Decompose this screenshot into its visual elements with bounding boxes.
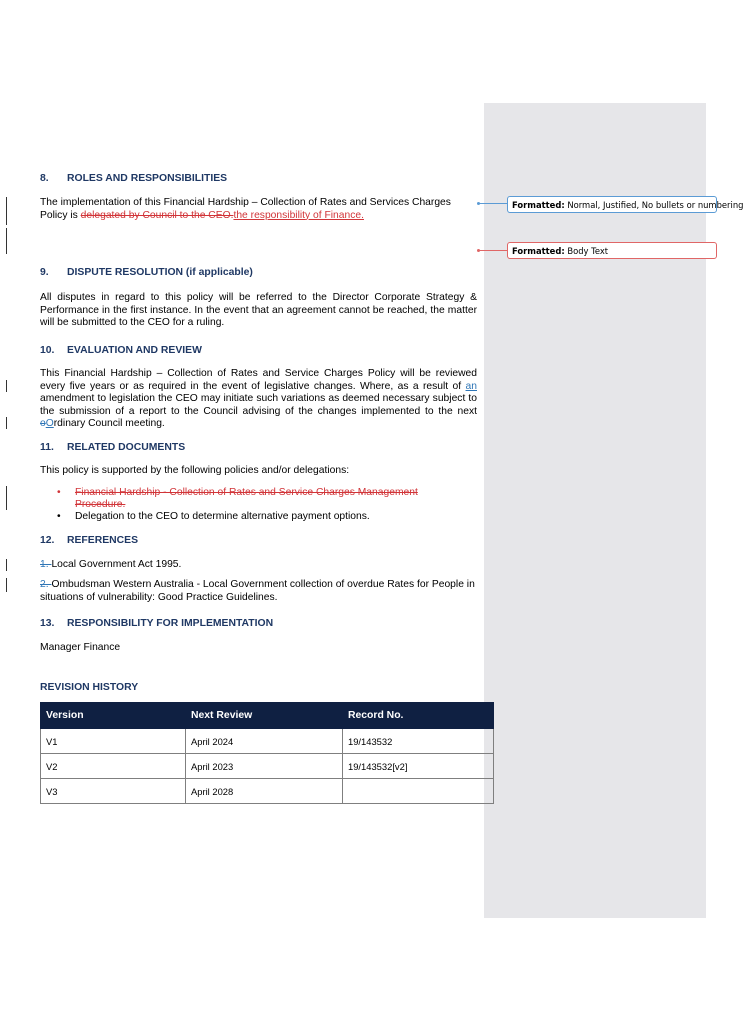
section-title: REFERENCES	[67, 535, 139, 546]
change-bar	[6, 197, 7, 225]
section-heading-related	[40, 442, 185, 453]
table-cell: April 2023	[186, 754, 343, 779]
section-title: DISPUTE RESOLUTION (if applicable)	[67, 267, 253, 278]
section-title: ROLES AND RESPONSIBILITIES	[67, 173, 228, 184]
deleted-text: delegated by Council to the CEO.	[80, 209, 234, 221]
section-title: EVALUATION AND REVIEW	[67, 345, 202, 356]
change-bar	[6, 559, 7, 571]
table-cell: V3	[41, 779, 186, 804]
section-title: RESPONSIBILITY FOR IMPLEMENTATION	[67, 618, 274, 629]
change-bar	[6, 228, 7, 254]
section-number: 9.	[40, 267, 49, 278]
deleted-number: 1.	[40, 559, 52, 570]
section-title: RELATED DOCUMENTS	[67, 442, 186, 453]
inserted-text: an	[465, 380, 477, 392]
comment-label: Formatted:	[512, 200, 565, 210]
table-header-row	[41, 703, 494, 729]
change-bar	[6, 486, 7, 510]
section-number: 13.	[40, 618, 55, 629]
roles-line-1: The implementation of this Financial Hardship – Collection of Rates and Services Charges	[40, 197, 451, 208]
roles-prefix: Policy is	[40, 209, 81, 221]
table-cell: V2	[41, 754, 186, 779]
section-number: 10.	[40, 345, 55, 356]
section-heading-dispute	[40, 267, 253, 278]
comment-leader-line	[478, 203, 507, 204]
section-heading-evaluation	[40, 345, 202, 356]
table-cell: V1	[41, 729, 186, 754]
change-bar	[6, 417, 7, 429]
revision-history-table	[40, 702, 494, 804]
markup-pane	[484, 103, 706, 918]
reference-item	[40, 559, 477, 572]
list-item	[57, 511, 477, 523]
table-cell: 19/143532	[343, 729, 494, 754]
table-cell: 19/143532[v2]	[343, 754, 494, 779]
column-header: Next Review	[186, 703, 343, 729]
roles-paragraph	[40, 197, 477, 222]
section-heading-roles	[40, 173, 227, 184]
dispute-paragraph: All disputes in regard to this policy will be referred to the Director Corporate Strategy & Performance in the first instance. In the event that an agreement cannot be reached, the matter will be submitted to the CEO for a ruling.	[40, 292, 477, 329]
format-comment-balloon[interactable]	[507, 196, 743, 213]
change-bar	[6, 380, 7, 392]
section-number: 12.	[40, 535, 55, 546]
revision-history-title: REVISION HISTORY	[40, 682, 139, 693]
section-heading-references	[40, 535, 138, 546]
evaluation-text: rdinary Council meeting.	[53, 418, 165, 430]
table-row	[41, 754, 494, 779]
format-comment-balloon[interactable]	[507, 242, 717, 259]
bullet-text: Delegation to the CEO to determine alternative payment options.	[75, 511, 370, 522]
column-header: Version	[41, 703, 186, 729]
list-item	[57, 487, 477, 511]
table-cell: April 2028	[186, 779, 343, 804]
implementation-text: Manager Finance	[40, 642, 121, 653]
bullet-text: Financial Hardship - Collection of Rates and Service Charges Management Procedure.	[75, 487, 418, 510]
bullet-glyph: •	[57, 511, 61, 522]
section-number: 8.	[40, 173, 49, 184]
deleted-number: 2.	[40, 579, 52, 590]
table-cell	[343, 779, 494, 804]
comment-anchor	[477, 202, 480, 205]
section-number: 11.	[40, 442, 54, 453]
evaluation-paragraph	[40, 368, 477, 431]
change-bar	[6, 578, 7, 592]
comment-text: Body Text	[564, 246, 609, 256]
comment-anchor	[477, 249, 480, 252]
comment-leader-line	[478, 250, 507, 251]
column-header: Record No.	[343, 703, 494, 729]
table-row	[41, 779, 494, 804]
bullet-glyph: •	[57, 487, 61, 498]
evaluation-text: amendment to legislation the CEO may initiate such variations as deemed necessary subject to the submission of a report to the Council advising of the changes implemented to the next	[40, 393, 477, 417]
table-cell: April 2024	[186, 729, 343, 754]
reference-item	[40, 579, 477, 604]
evaluation-text: This Financial Hardship – Collection of Rates and Service Charges Policy will be reviewed every five years or as required in the event of legislative changes. Where, as a result of	[40, 368, 477, 392]
inserted-text: the responsibility of Finance.	[233, 209, 364, 221]
reference-text: Ombudsman Western Australia - Local Government collection of overdue Rates for People in situations of vulnerability: Good Practice Guidelines.	[40, 579, 475, 603]
deleted-text: o	[40, 418, 46, 430]
comment-text: Normal, Justified, No bullets or numbering	[564, 200, 743, 210]
comment-label: Formatted:	[512, 246, 565, 256]
table-row	[41, 729, 494, 754]
reference-text: Local Government Act 1995.	[51, 559, 182, 570]
related-intro: This policy is supported by the following policies and/or delegations:	[40, 465, 350, 476]
section-heading-implementation	[40, 618, 273, 629]
inserted-text: O	[45, 418, 54, 430]
